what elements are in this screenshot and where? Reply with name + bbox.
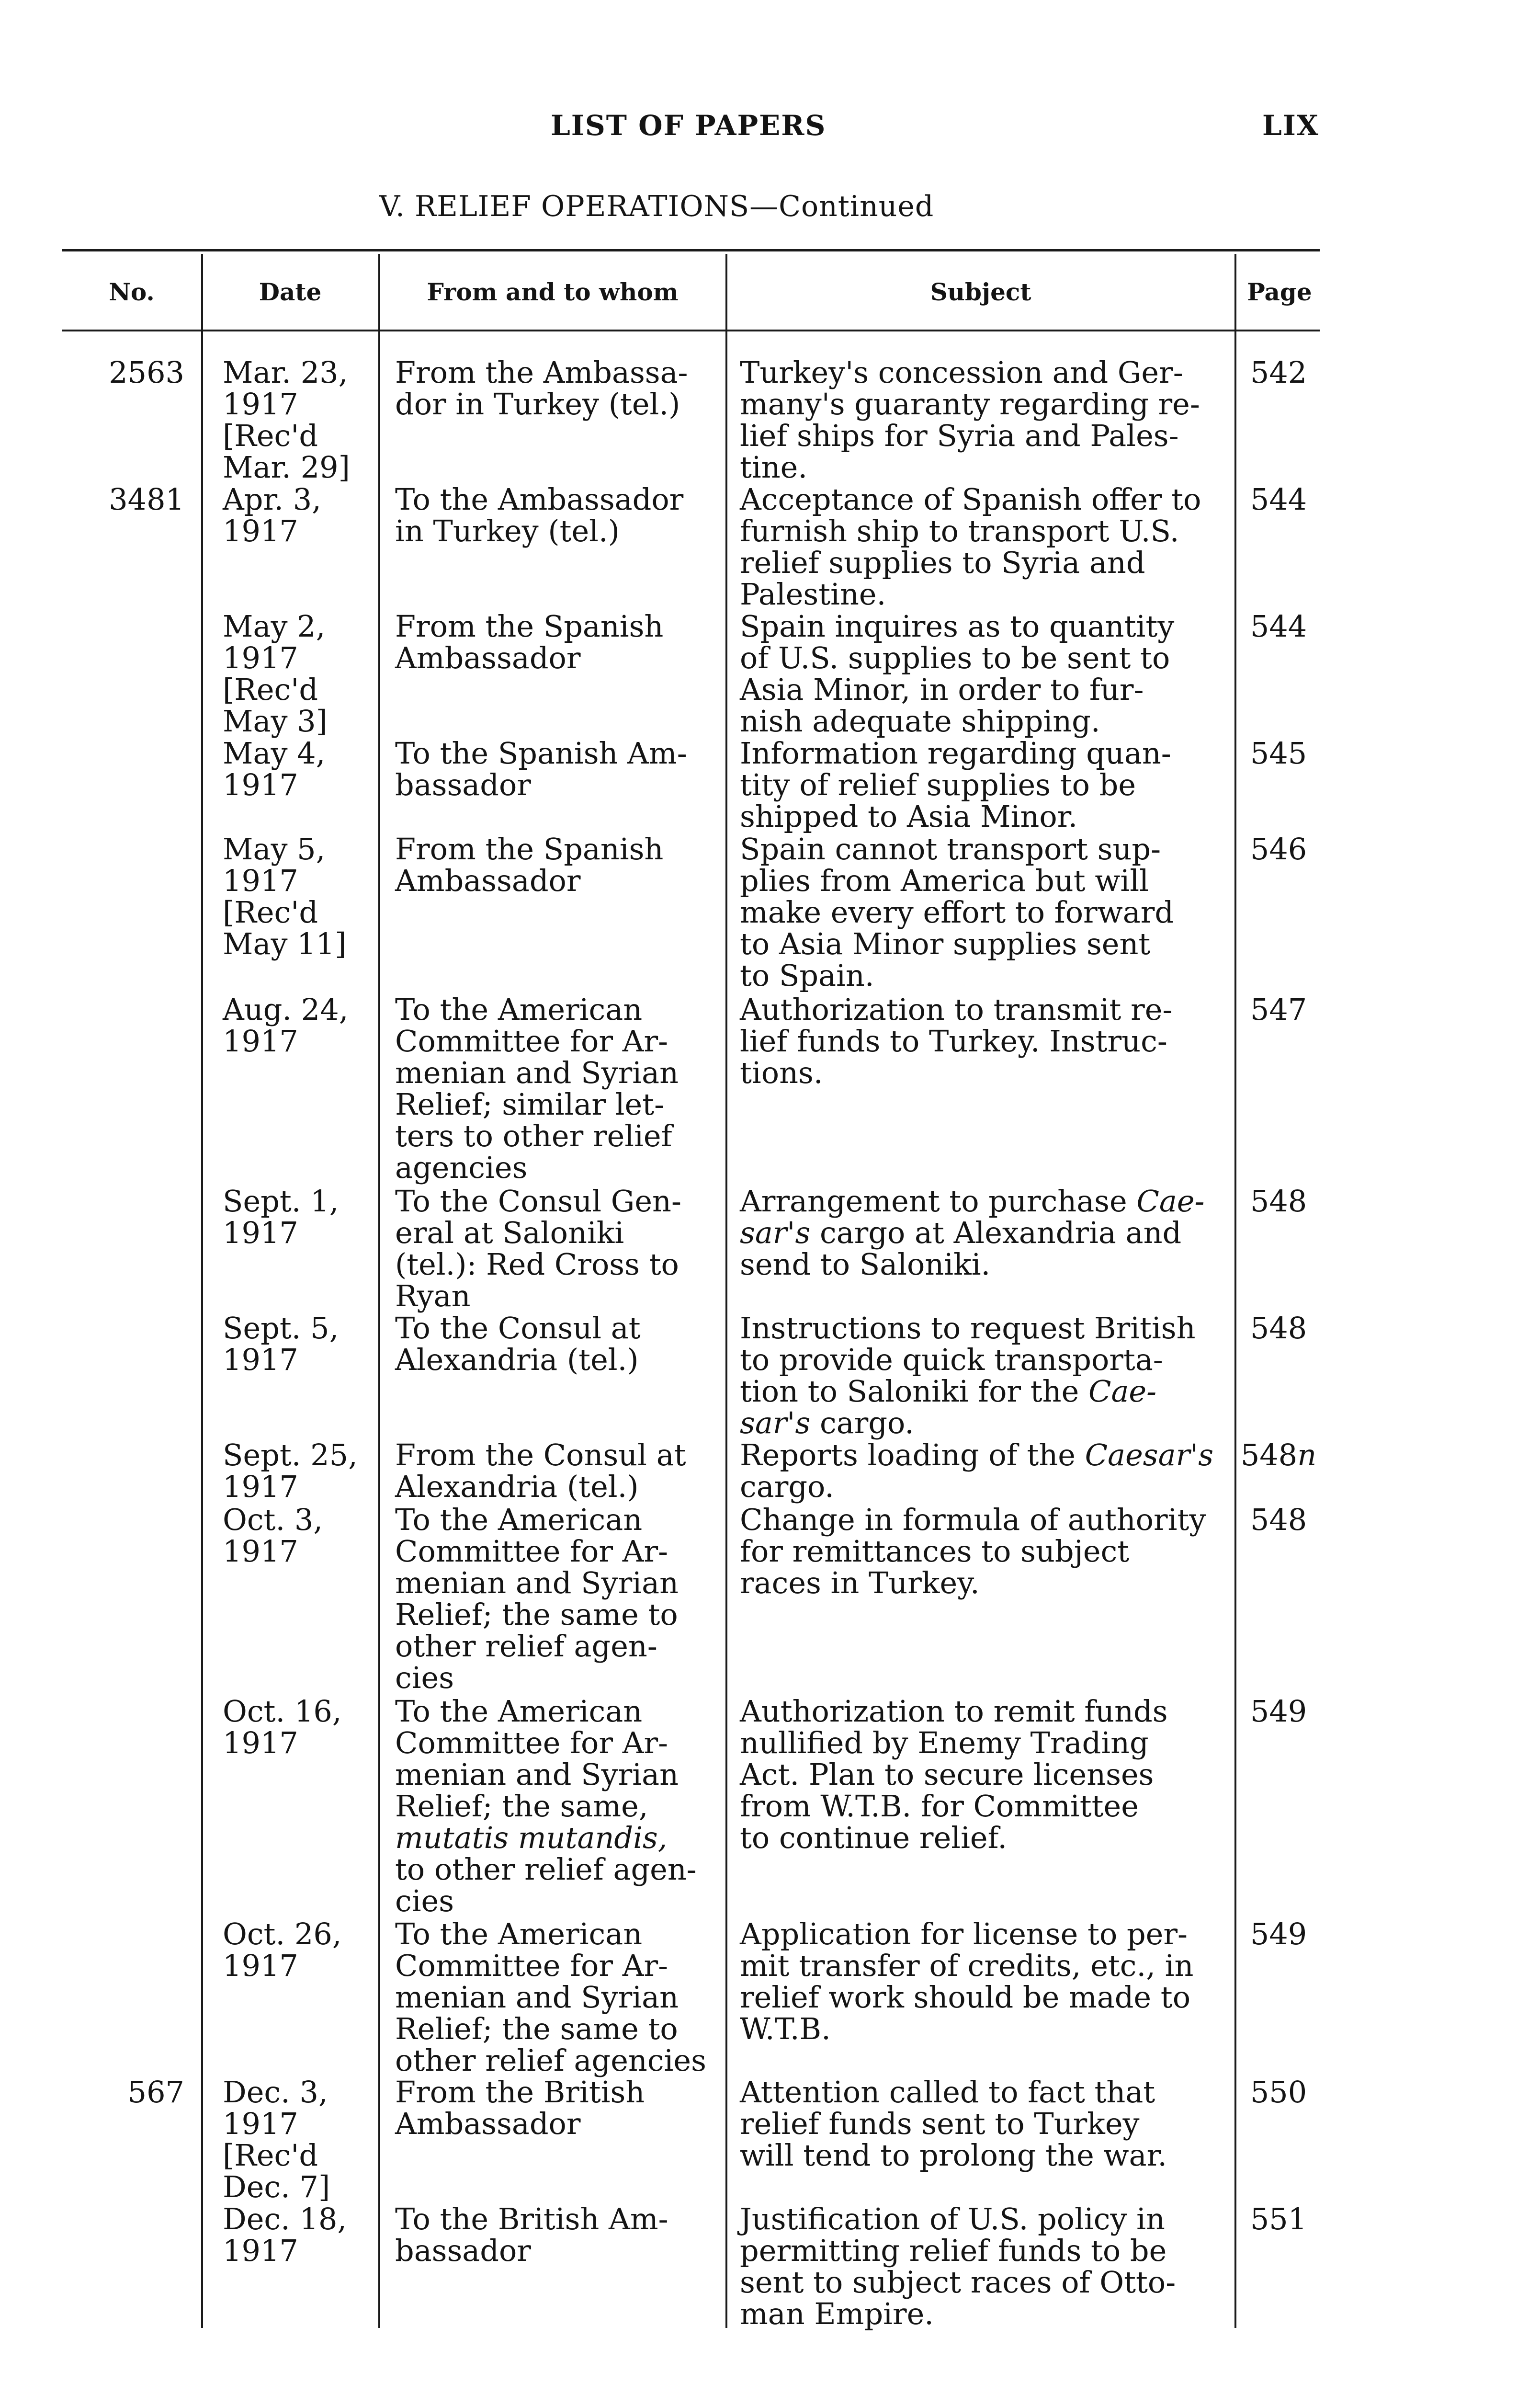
cell-date-row-3: May 2, 1917 [Rec'd May 3]: [223, 609, 328, 739]
running-head: LIST OF PAPERS: [551, 109, 827, 142]
cell-from-to-row-14: To the British Am- bassador: [395, 2201, 668, 2268]
cell-date-row-7: Sept. 1, 1917: [223, 1184, 339, 1250]
column-header-from-to: From and to whom: [427, 278, 679, 306]
cell-from-to-row-12: To the American Committee for Ar- menian and Syrian Relief; the same to other relief agencies: [395, 1916, 706, 2078]
cell-subject-row-2: Acceptance of Spanish offer to furnish ship to transport U.S. relief supplies to Syria and Palestine.: [740, 482, 1201, 612]
cell-page-row-14: 551: [1250, 2201, 1307, 2236]
cell-page-row-13: 550: [1250, 2075, 1307, 2110]
table-top-rule: [62, 249, 1320, 251]
cell-page-row-10: 548: [1250, 1502, 1307, 1537]
cell-subject-row-11: Authorization to remit funds nullified by Enemy Trading Act. Plan to secure licenses from W.T.B. for Committee to continue relief.: [740, 1694, 1168, 1855]
cell-page-row-9: 548n: [1240, 1437, 1317, 1472]
cell-from-to-row-9: From the Consul at Alexandria (tel.): [395, 1437, 686, 1504]
cell-from-to-row-10: To the American Committee for Ar- menian and Syrian Relief; the same to other relief agen- cies: [395, 1502, 679, 1695]
cell-date-row-4: May 4, 1917: [223, 736, 326, 802]
cell-page-row-2: 544: [1250, 482, 1307, 517]
column-divider-4: [1234, 254, 1236, 2328]
cell-from-to-row-11: To the American Committee for Ar- menian and Syrian Relief; the same, mutatis mutandis, to other relief agen- cies: [395, 1694, 697, 1918]
cell-from-to-row-3: From the Spanish Ambassador: [395, 609, 664, 675]
cell-date-row-1: Mar. 23, 1917 [Rec'd Mar. 29]: [223, 355, 350, 485]
section-title: V. RELIEF OPERATIONS—Continued: [379, 190, 934, 223]
cell-subject-row-6: Authorization to transmit re- lief funds to Turkey. Instruc- tions.: [740, 992, 1173, 1090]
cell-page-row-1: 542: [1250, 355, 1307, 390]
cell-no-row-2: 3481: [109, 482, 184, 517]
cell-no-row-13: 567: [127, 2075, 184, 2110]
cell-from-to-row-13: From the British Ambassador: [395, 2075, 645, 2141]
column-divider-2: [378, 254, 380, 2328]
cell-from-to-row-2: To the Ambassador in Turkey (tel.): [395, 482, 684, 548]
cell-date-row-12: Oct. 26, 1917: [223, 1916, 342, 1983]
cell-from-to-row-5: From the Spanish Ambassador: [395, 832, 664, 898]
cell-subject-row-14: Justification of U.S. policy in permitting relief funds to be sent to subject races of Otto- man Empire.: [740, 2201, 1176, 2331]
cell-from-to-row-7: To the Consul Gen- eral at Saloniki (tel.): Red Cross to Ryan: [395, 1184, 681, 1313]
cell-subject-row-3: Spain inquires as to quantity of U.S. supplies to be sent to Asia Minor, in order to fur- nish adequate shipping.: [740, 609, 1175, 739]
cell-subject-row-8: Instructions to request British to provide quick transporta- tion to Saloniki for the Cae- sar's cargo.: [740, 1311, 1196, 1440]
cell-from-to-row-1: From the Ambassa- dor in Turkey (tel.): [395, 355, 688, 422]
cell-subject-row-13: Attention called to fact that relief funds sent to Turkey will tend to prolong the war.: [740, 2075, 1167, 2173]
column-header-page: Page: [1247, 278, 1312, 306]
cell-page-row-7: 548: [1250, 1184, 1307, 1219]
page-number: LIX: [1262, 109, 1319, 142]
column-header-subject: Subject: [930, 278, 1031, 306]
cell-from-to-row-8: To the Consul at Alexandria (tel.): [395, 1311, 641, 1377]
cell-date-row-2: Apr. 3, 1917: [223, 482, 321, 548]
cell-from-to-row-6: To the American Committee for Ar- menian and Syrian Relief; similar let- ters to other relief agencies: [395, 992, 679, 1185]
cell-date-row-6: Aug. 24, 1917: [223, 992, 349, 1059]
cell-subject-row-1: Turkey's concession and Ger- many's guaranty regarding re- lief ships for Syria and Pales- tine.: [740, 355, 1200, 485]
column-divider-1: [201, 254, 203, 2328]
cell-subject-row-9: Reports loading of the Caesar's cargo.: [740, 1437, 1214, 1504]
cell-date-row-10: Oct. 3, 1917: [223, 1502, 323, 1569]
cell-subject-row-5: Spain cannot transport sup- plies from America but will make every effort to forward to Asia Minor supplies sent to Spain.: [740, 832, 1174, 993]
cell-page-row-6: 547: [1250, 992, 1307, 1027]
cell-subject-row-10: Change in formula of authority for remittances to subject races in Turkey.: [740, 1502, 1206, 1600]
cell-from-to-row-4: To the Spanish Am- bassador: [395, 736, 687, 802]
cell-page-row-3: 544: [1250, 609, 1307, 644]
column-divider-3: [725, 254, 727, 2328]
cell-subject-row-4: Information regarding quan- tity of relief supplies to be shipped to Asia Minor.: [740, 736, 1171, 834]
cell-date-row-13: Dec. 3, 1917 [Rec'd Dec. 7]: [223, 2075, 330, 2204]
cell-no-row-1: 2563: [109, 355, 184, 390]
table-header-rule: [62, 330, 1320, 331]
cell-date-row-14: Dec. 18, 1917: [223, 2201, 347, 2268]
cell-page-row-12: 549: [1250, 1916, 1307, 1951]
cell-date-row-9: Sept. 25, 1917: [223, 1437, 358, 1504]
cell-page-row-11: 549: [1250, 1694, 1307, 1729]
cell-date-row-8: Sept. 5, 1917: [223, 1311, 339, 1377]
cell-subject-row-7: Arrangement to purchase Cae- sar's cargo at Alexandria and send to Saloniki.: [740, 1184, 1205, 1282]
cell-page-row-5: 546: [1250, 832, 1307, 867]
cell-subject-row-12: Application for license to per- mit transfer of credits, etc., in relief work should be made to W.T.B.: [740, 1916, 1194, 2046]
cell-page-row-4: 545: [1250, 736, 1307, 771]
cell-page-row-8: 548: [1250, 1311, 1307, 1346]
column-header-date: Date: [259, 278, 322, 306]
column-header-no: No.: [109, 278, 155, 306]
cell-date-row-5: May 5, 1917 [Rec'd May 11]: [223, 832, 347, 961]
cell-date-row-11: Oct. 16, 1917: [223, 1694, 342, 1760]
